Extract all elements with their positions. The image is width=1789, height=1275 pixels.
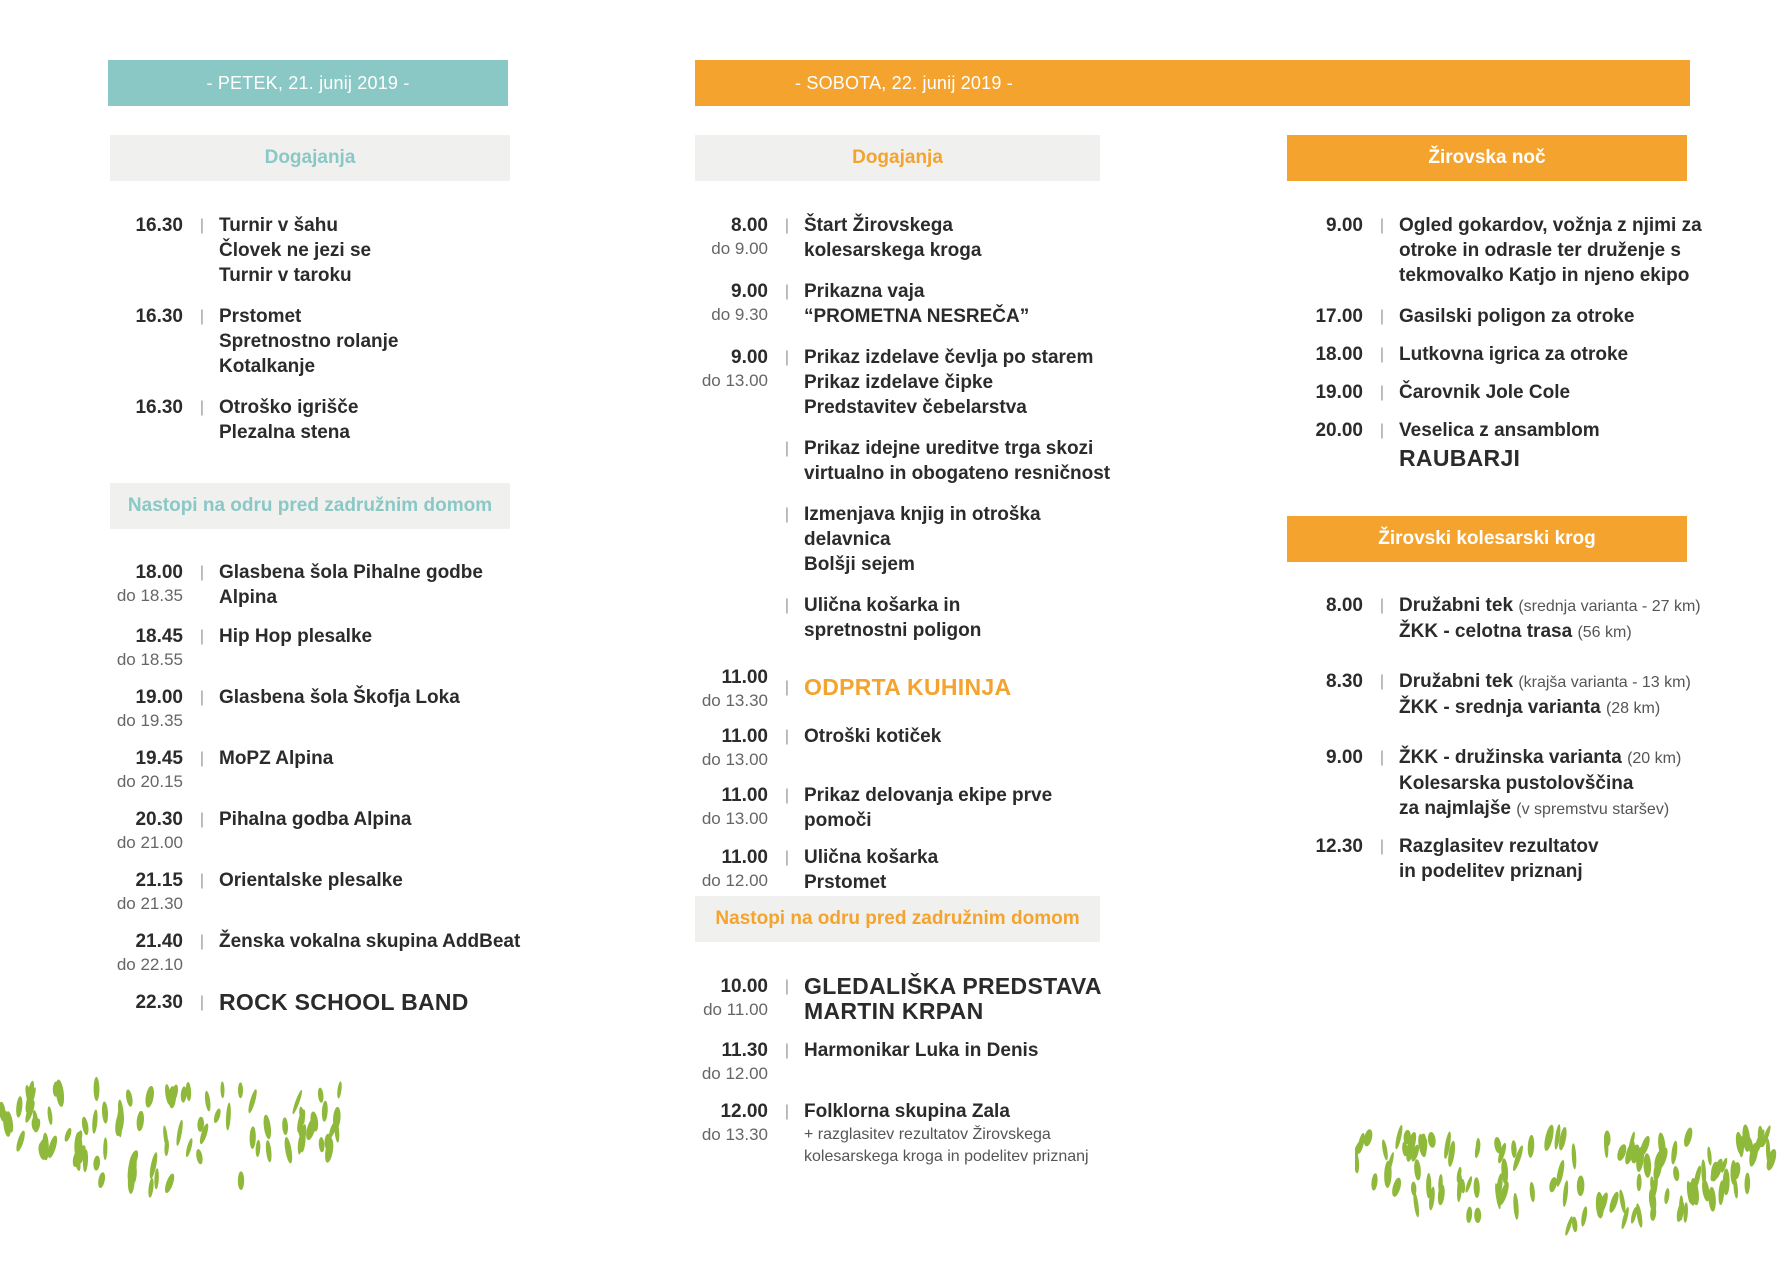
green-stroke (1371, 1173, 1379, 1191)
green-stroke (1607, 1191, 1620, 1214)
green-stroke (1511, 1140, 1517, 1158)
event-title: “PROMETNA NESREČA” (804, 306, 1030, 327)
start-time: 22.30 (135, 992, 183, 1013)
green-stroke (1437, 1184, 1446, 1206)
end-time: do 12.00 (701, 1064, 768, 1083)
event-title: in podelitev priznanj (1399, 861, 1583, 882)
start-time: 9.00 (731, 281, 768, 302)
green-stroke (225, 1102, 231, 1130)
green-stroke (15, 1130, 27, 1153)
list-item (690, 593, 1120, 643)
event-title: Pihalna godba Alpina (219, 809, 412, 830)
green-stroke (136, 1111, 145, 1132)
list-item (690, 783, 1120, 833)
green-stroke (144, 1085, 155, 1108)
start-time: 11.00 (721, 785, 768, 806)
event-title: Spretnostno rolanje (219, 331, 399, 352)
event-note: (krajša varianta - 13 km) (1518, 674, 1691, 691)
event-title: Glasbena šola Škofja Loka (219, 687, 460, 708)
green-stroke (1474, 1140, 1481, 1159)
green-stroke (1413, 1159, 1421, 1181)
list-item (105, 624, 525, 671)
separator: | (784, 1103, 790, 1120)
green-stroke (103, 1137, 108, 1160)
event-title: Turnir v šahu (219, 215, 338, 236)
event-title: Turnir v taroku (219, 265, 352, 286)
list-item (690, 845, 1120, 895)
end-time: do 13.30 (701, 691, 768, 710)
event-title: Predstavitev čebelarstva (804, 397, 1027, 418)
start-time: 8.30 (1326, 671, 1363, 692)
green-stroke (1381, 1139, 1389, 1161)
start-time: 8.00 (731, 215, 768, 236)
green-stroke (321, 1101, 328, 1122)
list-item (105, 807, 525, 854)
end-time: do 13.30 (701, 1125, 768, 1144)
start-time: 11.30 (721, 1040, 768, 1061)
event-title: Štart Žirovskega (804, 215, 953, 236)
green-stroke (1355, 1151, 1360, 1173)
saturday-stage-list (690, 974, 1120, 1184)
start-time: 19.00 (135, 687, 183, 708)
end-time: do 13.00 (701, 371, 768, 390)
green-stroke (265, 1140, 272, 1163)
start-time: 9.00 (1326, 215, 1363, 236)
event-title: Izmenjava knjig in otroška delavnica (804, 504, 1041, 550)
bike-heading: Žirovski kolesarski krog (1287, 516, 1687, 562)
event-note: + razglasitev rezultatov Žirovskega (804, 1126, 1051, 1143)
list-item (1285, 834, 1705, 884)
event-title: ŽKK - srednja varianta (1399, 697, 1601, 718)
headline-act: GLEDALIŠKA PREDSTAVA (804, 973, 1102, 999)
separator: | (784, 679, 790, 696)
green-stroke (204, 1091, 212, 1112)
green-stroke (15, 1096, 23, 1118)
headline-act: ROCK SCHOOL BAND (219, 989, 469, 1015)
green-stroke (1618, 1189, 1626, 1213)
headline-act: RAUBARJI (1399, 445, 1521, 471)
separator: | (199, 217, 205, 234)
bike-list (1285, 593, 1705, 900)
event-note: (28 km) (1605, 700, 1661, 717)
event-title: Prikaz izdelave čevlja po starem (804, 347, 1094, 368)
separator: | (1379, 308, 1385, 325)
green-stroke (1744, 1173, 1750, 1195)
friday-events-list (105, 213, 525, 461)
saturday-events-heading: Dogajanja (695, 135, 1100, 181)
event-title: Lutkovna igrica za otroke (1399, 344, 1629, 365)
green-stroke (1707, 1146, 1713, 1165)
green-stroke (1580, 1206, 1588, 1227)
separator: | (1379, 217, 1385, 234)
event-title: Ulična košarka (804, 847, 939, 868)
separator: | (784, 440, 790, 457)
start-time: 8.00 (1326, 595, 1363, 616)
green-stroke (1701, 1159, 1707, 1186)
green-stroke (238, 1171, 244, 1190)
list-item (105, 685, 525, 732)
start-time: 21.15 (135, 870, 183, 891)
saturday-stage-heading: Nastopi na odru pred zadružnim domom (695, 896, 1100, 942)
start-time: 16.30 (135, 215, 183, 236)
event-title: Hip Hop plesalke (219, 626, 373, 647)
start-time: 18.45 (135, 626, 183, 647)
list-item (105, 990, 525, 1015)
list-item (690, 665, 1120, 712)
green-stroke (1529, 1182, 1536, 1203)
event-title: Prikaz idejne ureditve trga skozi (804, 438, 1094, 459)
saturday-events-list (690, 213, 1120, 911)
friday-banner: - PETEK, 21. junij 2019 - (108, 60, 508, 106)
event-title: za najmlajše (1399, 798, 1511, 819)
start-time: 11.00 (721, 726, 768, 747)
event-title: Orientalske plesalke (219, 870, 403, 891)
start-time: 16.30 (135, 397, 183, 418)
list-item (690, 279, 1120, 329)
separator: | (1379, 422, 1385, 439)
green-stroke (1679, 1195, 1684, 1220)
event-title: Prikaz delovanja ekipe prve pomoči (804, 785, 1053, 831)
separator: | (784, 849, 790, 866)
start-time: 19.45 (135, 748, 183, 769)
event-title: Razglasitev rezultatov (1399, 836, 1599, 857)
separator: | (784, 1042, 790, 1059)
event-title: Družabni tek (1399, 671, 1514, 692)
start-time: 20.30 (135, 809, 183, 830)
green-stroke (1635, 1203, 1644, 1228)
separator: | (1379, 838, 1385, 855)
separator: | (1379, 673, 1385, 690)
separator: | (1379, 384, 1385, 401)
event-title: Otroško igrišče (219, 397, 359, 418)
event-title: Ženska vokalna skupina AddBeat (219, 931, 521, 952)
event-title: Gasilski poligon za otroke (1399, 306, 1635, 327)
list-item (1285, 745, 1705, 822)
end-time: do 19.35 (116, 711, 183, 730)
list-item (690, 974, 1120, 1024)
separator: | (784, 506, 790, 523)
event-title: Prstomet (804, 872, 887, 893)
highlight-event: ODPRTA KUHINJA (804, 674, 1012, 700)
green-stroke (1513, 1193, 1520, 1220)
event-title: Človek ne jezi se (219, 240, 372, 261)
end-time: do 22.10 (116, 955, 183, 974)
start-time: 12.00 (720, 1101, 768, 1122)
start-time: 18.00 (1315, 344, 1363, 365)
start-time: 19.00 (1315, 382, 1363, 403)
event-title: Prikaz izdelave čipke (804, 372, 994, 393)
event-title: Bolšji sejem (804, 554, 915, 575)
list-item (105, 746, 525, 793)
event-title: spretnostni poligon (804, 620, 982, 641)
separator: | (199, 564, 205, 581)
list-item (1285, 669, 1705, 721)
green-stroke (1571, 1143, 1577, 1169)
separator: | (199, 308, 205, 325)
list-item (690, 436, 1120, 486)
event-title: Veselica z ansamblom (1399, 420, 1600, 441)
end-time: do 13.00 (701, 809, 768, 828)
night-heading: Žirovska noč (1287, 135, 1687, 181)
green-stroke (255, 1140, 261, 1157)
separator: | (784, 978, 790, 995)
green-stroke (220, 1081, 224, 1098)
end-time: do 9.00 (711, 239, 768, 258)
green-strokes-right-decoration (1355, 1115, 1785, 1265)
event-title: Kotalkanje (219, 356, 316, 377)
event-note: (srednja varianta - 27 km) (1518, 598, 1701, 615)
list-item (105, 868, 525, 915)
green-stroke (262, 1114, 272, 1139)
separator: | (784, 349, 790, 366)
separator: | (199, 811, 205, 828)
green-stroke (282, 1117, 289, 1135)
green-stroke (1663, 1188, 1670, 1204)
event-title: Prikazna vaja (804, 281, 925, 302)
separator: | (199, 628, 205, 645)
green-strokes-left-decoration (0, 1065, 360, 1235)
green-stroke (1474, 1208, 1481, 1223)
end-time: do 20.15 (116, 772, 183, 791)
start-time: 20.00 (1315, 420, 1363, 441)
list-item (690, 1038, 1120, 1085)
start-time: 11.00 (721, 667, 768, 688)
start-time: 12.30 (1315, 836, 1363, 857)
end-time: do 11.00 (703, 1000, 768, 1019)
end-time: do 18.35 (116, 586, 183, 605)
list-item (105, 213, 525, 288)
end-time: do 21.30 (116, 894, 183, 913)
list-item (105, 929, 525, 976)
headline-act: MARTIN KRPAN (804, 998, 984, 1024)
end-time: do 9.30 (711, 305, 768, 324)
green-stroke (101, 1101, 108, 1123)
green-stroke (93, 1155, 101, 1171)
event-title: otroke in odrasle ter druženje s (1399, 240, 1681, 261)
green-stroke (1562, 1180, 1569, 1207)
green-stroke (163, 1173, 176, 1195)
separator: | (784, 728, 790, 745)
list-item (690, 213, 1120, 263)
friday-stage-heading: Nastopi na odru pred zadružnim domom (110, 483, 510, 529)
separator: | (784, 217, 790, 234)
event-title: Otroški kotiček (804, 726, 942, 747)
separator: | (199, 399, 205, 416)
separator: | (784, 787, 790, 804)
separator: | (784, 597, 790, 614)
event-title: Družabni tek (1399, 595, 1514, 616)
green-stroke (1390, 1177, 1402, 1198)
event-title: Folklorna skupina Zala (804, 1101, 1010, 1122)
night-list (1285, 213, 1705, 487)
event-title: ŽKK - celotna trasa (1399, 621, 1573, 642)
start-time: 18.00 (135, 562, 183, 583)
green-stroke (47, 1106, 54, 1125)
list-item (1285, 418, 1705, 471)
green-stroke (1464, 1176, 1473, 1194)
green-stroke (283, 1136, 293, 1163)
separator: | (1379, 749, 1385, 766)
event-title: Prstomet (219, 306, 302, 327)
green-stroke (97, 1172, 106, 1189)
saturday-banner: - SOBOTA, 22. junij 2019 - (695, 60, 1690, 106)
friday-stage-list (105, 560, 525, 1031)
green-stroke (318, 1137, 325, 1153)
event-title: kolesarskega kroga (804, 240, 982, 261)
separator: | (784, 283, 790, 300)
separator: | (1379, 346, 1385, 363)
list-item (105, 395, 525, 445)
start-time: 21.40 (135, 931, 183, 952)
list-item (105, 560, 525, 610)
end-time: do 13.00 (701, 750, 768, 769)
event-title: Glasbena šola Pihalne godbe Alpina (219, 562, 483, 608)
end-time: do 12.00 (701, 871, 768, 890)
end-time: do 18.55 (116, 650, 183, 669)
green-stroke (147, 1178, 154, 1198)
event-title: Harmonikar Luka in Denis (804, 1040, 1039, 1061)
separator: | (199, 689, 205, 706)
end-time: do 21.00 (116, 833, 183, 852)
event-title: virtualno in obogateno resničnost (804, 463, 1111, 484)
list-item (1285, 304, 1705, 329)
event-note: (v spremstvu staršev) (1516, 801, 1670, 818)
green-stroke (317, 1087, 324, 1103)
event-title: Ogled gokardov, vožnja z njimi za (1399, 215, 1702, 236)
green-stroke (125, 1089, 134, 1107)
event-title: Kolesarska pustolovščina (1399, 773, 1634, 794)
green-stroke (1672, 1166, 1680, 1182)
event-title: Ulična košarka in (804, 595, 961, 616)
friday-events-heading: Dogajanja (110, 135, 510, 181)
green-stroke (1527, 1135, 1535, 1158)
green-stroke (1636, 1174, 1641, 1192)
green-stroke (162, 1125, 169, 1148)
green-stroke (1427, 1132, 1436, 1149)
separator: | (199, 750, 205, 767)
start-time: 17.00 (1315, 306, 1363, 327)
green-stroke (1542, 1124, 1555, 1152)
event-title: Plezalna stena (219, 422, 350, 443)
separator: | (199, 872, 205, 889)
green-stroke (1466, 1206, 1473, 1223)
list-item (1285, 213, 1705, 288)
green-stroke (247, 1089, 259, 1114)
green-stroke (1670, 1140, 1678, 1164)
list-item (105, 304, 525, 379)
list-item (690, 724, 1120, 771)
green-stroke (1473, 1177, 1480, 1198)
separator: | (199, 994, 205, 1011)
separator: | (199, 933, 205, 950)
list-item (1285, 342, 1705, 367)
green-stroke (91, 1109, 98, 1134)
green-stroke (213, 1108, 222, 1124)
green-stroke (1577, 1175, 1585, 1196)
green-stroke (94, 1077, 100, 1101)
green-stroke (249, 1126, 256, 1149)
event-title: Čarovnik Jole Cole (1399, 382, 1571, 403)
green-stroke (238, 1082, 243, 1098)
separator: | (1379, 597, 1385, 614)
event-title: ŽKK - družinska varianta (1399, 747, 1622, 768)
start-time: 10.00 (720, 976, 768, 997)
start-time: 16.30 (135, 306, 183, 327)
list-item (1285, 380, 1705, 405)
green-stroke (1555, 1159, 1566, 1187)
green-stroke (63, 1127, 73, 1142)
list-item (690, 1099, 1120, 1168)
green-stroke (1548, 1176, 1558, 1192)
start-time: 9.00 (731, 347, 768, 368)
start-time: 9.00 (1326, 747, 1363, 768)
green-stroke (336, 1081, 342, 1099)
green-stroke (195, 1149, 204, 1165)
green-stroke (185, 1138, 194, 1158)
list-item (690, 345, 1120, 420)
green-stroke (175, 1119, 184, 1146)
list-item (690, 502, 1120, 577)
green-stroke (1643, 1153, 1652, 1178)
event-title: MoPZ Alpina (219, 748, 334, 769)
list-item (1285, 593, 1705, 645)
start-time: 11.00 (721, 847, 768, 868)
event-note: (56 km) (1577, 624, 1632, 641)
event-note: (20 km) (1627, 750, 1682, 767)
event-title: tekmovalko Katjo in njeno ekipo (1399, 265, 1690, 286)
green-stroke (1682, 1127, 1694, 1148)
event-note: kolesarskega kroga in podelitev priznanj (804, 1148, 1089, 1165)
